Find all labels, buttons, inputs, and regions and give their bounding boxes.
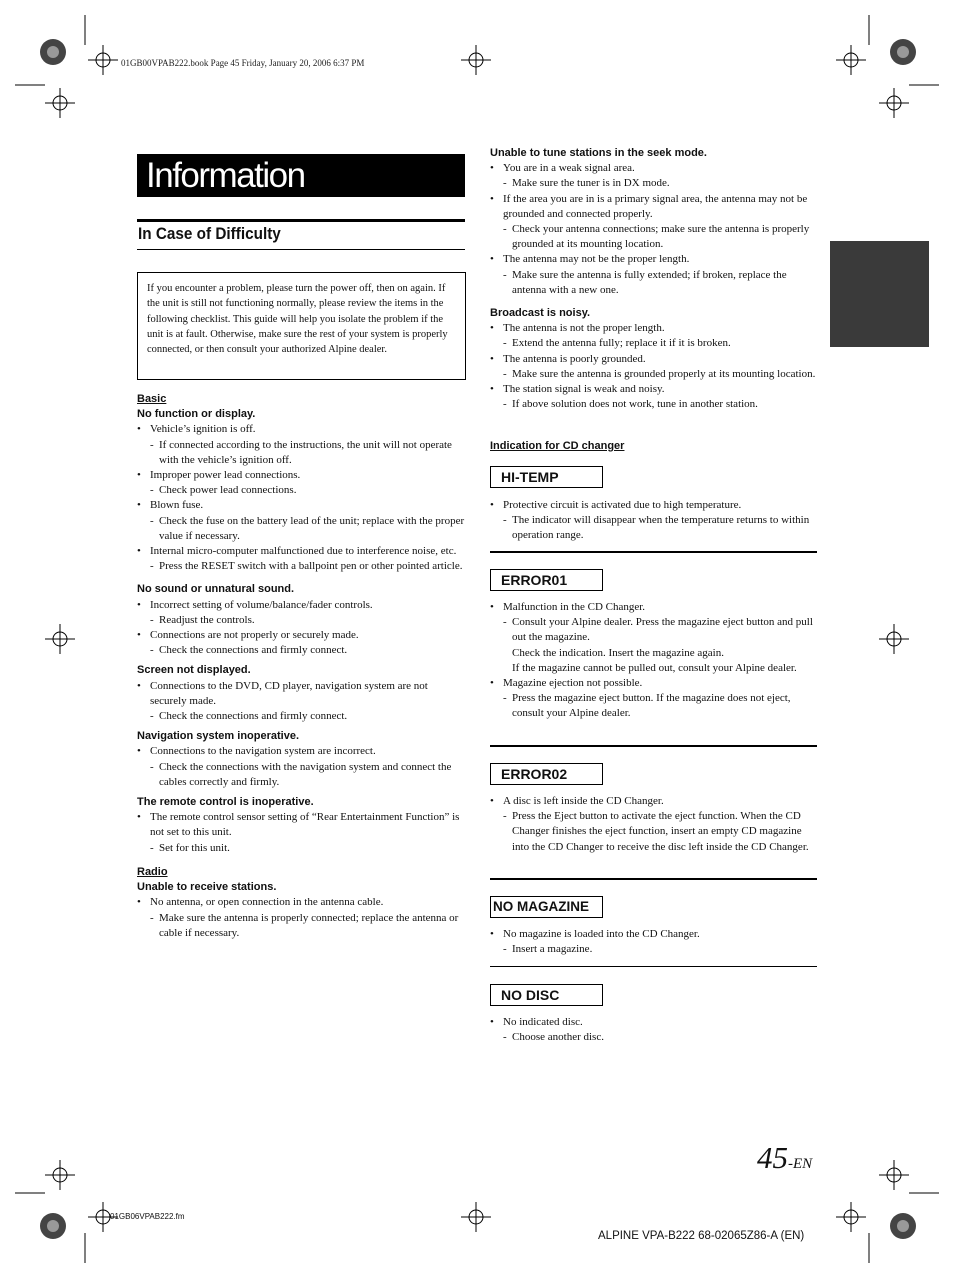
crosshair-icon	[879, 88, 909, 118]
problem-heading: The remote control is inoperative.	[137, 796, 314, 809]
cause-bullet: • Connections to the navigation system are incorrect.	[137, 744, 467, 759]
cause-bullet: • Malfunction in the CD Changer.	[490, 600, 820, 615]
intro-text: If you encounter a problem, please turn the power off, then on again. If the unit is still not functioning normally, please review the items in the following checklist. This guide will help you isolate the problem if the unit is at fault. Otherwise, make sure the rest of your system is properly connected, or then consult your authorized Alpine dealer.	[147, 283, 448, 356]
indicator-display-label: ERROR02	[490, 763, 603, 785]
section-top-rule	[137, 219, 465, 222]
crosshair-icon	[836, 45, 866, 75]
cd-changer-heading: Indication for CD changer	[490, 440, 625, 452]
rosette-icon	[890, 1213, 916, 1239]
indicator-display-label: NO DISC	[490, 984, 603, 1006]
cause-bullet: • Magazine ejection not possible.	[490, 676, 820, 691]
cause-bullet: • No antenna, or open connection in the antenna cable.	[137, 895, 467, 910]
remedy-item: - Press the magazine eject button. If the magazine does not eject, consult your Alpine dealer.	[490, 691, 820, 721]
remedy-item: - Consult your Alpine dealer. Press the magazine eject button and pull out the magazine.	[490, 615, 820, 645]
page-number	[757, 1140, 812, 1176]
remedy-item: - Check power lead connections.	[137, 483, 467, 498]
remedy-item: - Make sure the tuner is in DX mode.	[490, 176, 820, 191]
crosshair-icon	[461, 1202, 491, 1232]
rosette-icon	[40, 1213, 66, 1239]
subsection-heading: Radio	[137, 865, 168, 878]
cause-bullet: • No magazine is loaded into the CD Changer.	[490, 927, 820, 942]
crosshair-icon	[45, 1160, 75, 1190]
intro-box	[137, 272, 466, 380]
cause-bullet: • Connections are not properly or securely made.	[137, 628, 467, 643]
indicator-divider	[490, 745, 817, 747]
problem-heading: Navigation system inoperative.	[137, 730, 299, 743]
crosshair-icon	[45, 88, 75, 118]
cause-bullet: • Blown fuse.	[137, 498, 467, 513]
cause-bullet: • Incorrect setting of volume/balance/fader controls.	[137, 598, 467, 613]
remedy-item: - Check the fuse on the battery lead of the unit; replace with the proper value if necessary.	[137, 514, 467, 544]
problem-heading: Unable to receive stations.	[137, 881, 277, 894]
problem-heading: Unable to tune stations in the seek mode.	[490, 147, 707, 159]
right-checklist-column	[490, 146, 820, 412]
crosshair-icon	[461, 45, 491, 75]
remedy-item: - Check your antenna connections; make sure the antenna is properly grounded at its mounting location.	[490, 222, 820, 252]
indicator-divider	[490, 878, 817, 880]
cause-bullet: • The remote control sensor setting of “Rear Entertainment Function” is not set to this unit.	[137, 810, 467, 840]
indicator-description	[490, 1015, 820, 1045]
rosette-icon	[40, 39, 66, 65]
footer-file-name: 01GB06VPAB222.fm	[110, 1212, 185, 1221]
remedy-item: - Choose another disc.	[490, 1030, 820, 1045]
cause-bullet: • The antenna is not the proper length.	[490, 321, 820, 336]
page-number-suffix: -EN	[788, 1156, 813, 1172]
page-number-value: 45	[757, 1140, 788, 1175]
indicator-display-label: HI-TEMP	[490, 466, 603, 488]
remedy-item: - Check the connections with the navigation system and connect the cables correctly and firmly.	[137, 760, 467, 790]
problem-heading: No function or display.	[137, 408, 256, 421]
subsection-heading: Basic	[137, 393, 167, 405]
problem-heading: Screen not displayed.	[137, 664, 251, 677]
remedy-continuation: If the magazine cannot be pulled out, consult your Alpine dealer.	[512, 661, 797, 674]
page-title: Information	[137, 154, 465, 197]
cause-bullet: • Vehicle’s ignition is off.	[137, 422, 467, 437]
indicator-description	[490, 498, 820, 544]
remedy-item: - Readjust the controls.	[137, 613, 467, 628]
indicator-divider	[490, 551, 817, 553]
remedy-item: - Insert a magazine.	[490, 942, 820, 957]
book-info-line: 01GB00VPAB222.book Page 45 Friday, January 20, 2006 6:37 PM	[121, 58, 365, 68]
side-tab	[830, 241, 929, 347]
indicator-display-label: ERROR01	[490, 569, 603, 591]
remedy-item: - If above solution does not work, tune in another station.	[490, 397, 820, 412]
remedy-continuation: Check the indication. Insert the magazine again.	[512, 646, 724, 659]
problem-heading: Broadcast is noisy.	[490, 307, 591, 320]
cause-bullet: • The antenna is poorly grounded.	[490, 352, 820, 367]
footer-model-code: ALPINE VPA-B222 68-02065Z86-A (EN)	[598, 1230, 805, 1242]
remedy-item: - Press the Eject button to activate the eject function. When the CD Changer finishes the eject function, insert an empty CD magazine into the CD Changer to receive the disc left inside the CD Changer.	[490, 809, 820, 855]
remedy-item: - Make sure the antenna is grounded properly at its mounting location.	[490, 367, 820, 382]
crosshair-icon	[88, 45, 118, 75]
indicator-divider	[490, 966, 817, 967]
cause-bullet: • Protective circuit is activated due to high temperature.	[490, 498, 820, 513]
remedy-item: - Extend the antenna fully; replace it if it is broken.	[490, 336, 820, 351]
section-bottom-rule	[137, 249, 465, 250]
crosshair-icon	[879, 1160, 909, 1190]
section-title: In Case of Difficulty	[138, 224, 281, 243]
remedy-item: - Check the connections and firmly connect.	[137, 643, 467, 658]
left-checklist-column	[137, 392, 467, 941]
indicator-description	[490, 794, 820, 855]
remedy-item: - Check the connections and firmly connect.	[137, 709, 467, 724]
indicator-description	[490, 600, 820, 722]
rosette-icon	[890, 39, 916, 65]
cause-bullet: • No indicated disc.	[490, 1015, 820, 1030]
cause-bullet: • Improper power lead connections.	[137, 468, 467, 483]
indicator-display-label: NO MAGAZINE	[490, 896, 603, 918]
crosshair-icon	[45, 624, 75, 654]
remedy-item: - The indicator will disappear when the temperature returns to within operation range.	[490, 513, 820, 543]
remedy-item: - Make sure the antenna is properly connected; replace the antenna or cable if necessary.	[137, 911, 467, 941]
crosshair-icon	[836, 1202, 866, 1232]
cause-bullet: • Connections to the DVD, CD player, navigation system are not securely made.	[137, 679, 467, 709]
cause-bullet: • A disc is left inside the CD Changer.	[490, 794, 820, 809]
remedy-item: - Make sure the antenna is fully extended; if broken, replace the antenna with a new one.	[490, 268, 820, 298]
remedy-item: - If connected according to the instructions, the unit will not operate with the vehicle’s ignition off.	[137, 438, 467, 468]
cause-bullet: • The antenna may not be the proper length.	[490, 252, 820, 267]
remedy-item: - Set for this unit.	[137, 841, 467, 856]
cause-bullet: • You are in a weak signal area.	[490, 161, 820, 176]
cause-bullet: • If the area you are in is a primary signal area, the antenna may not be grounded and connected properly.	[490, 192, 820, 222]
problem-heading: No sound or unnatural sound.	[137, 583, 295, 596]
indicator-description	[490, 927, 820, 957]
cause-bullet: • The station signal is weak and noisy.	[490, 382, 820, 397]
remedy-item: - Press the RESET switch with a ballpoint pen or other pointed article.	[137, 559, 467, 574]
crosshair-icon	[879, 624, 909, 654]
cause-bullet: • Internal micro-computer malfunctioned due to interference noise, etc.	[137, 544, 467, 559]
